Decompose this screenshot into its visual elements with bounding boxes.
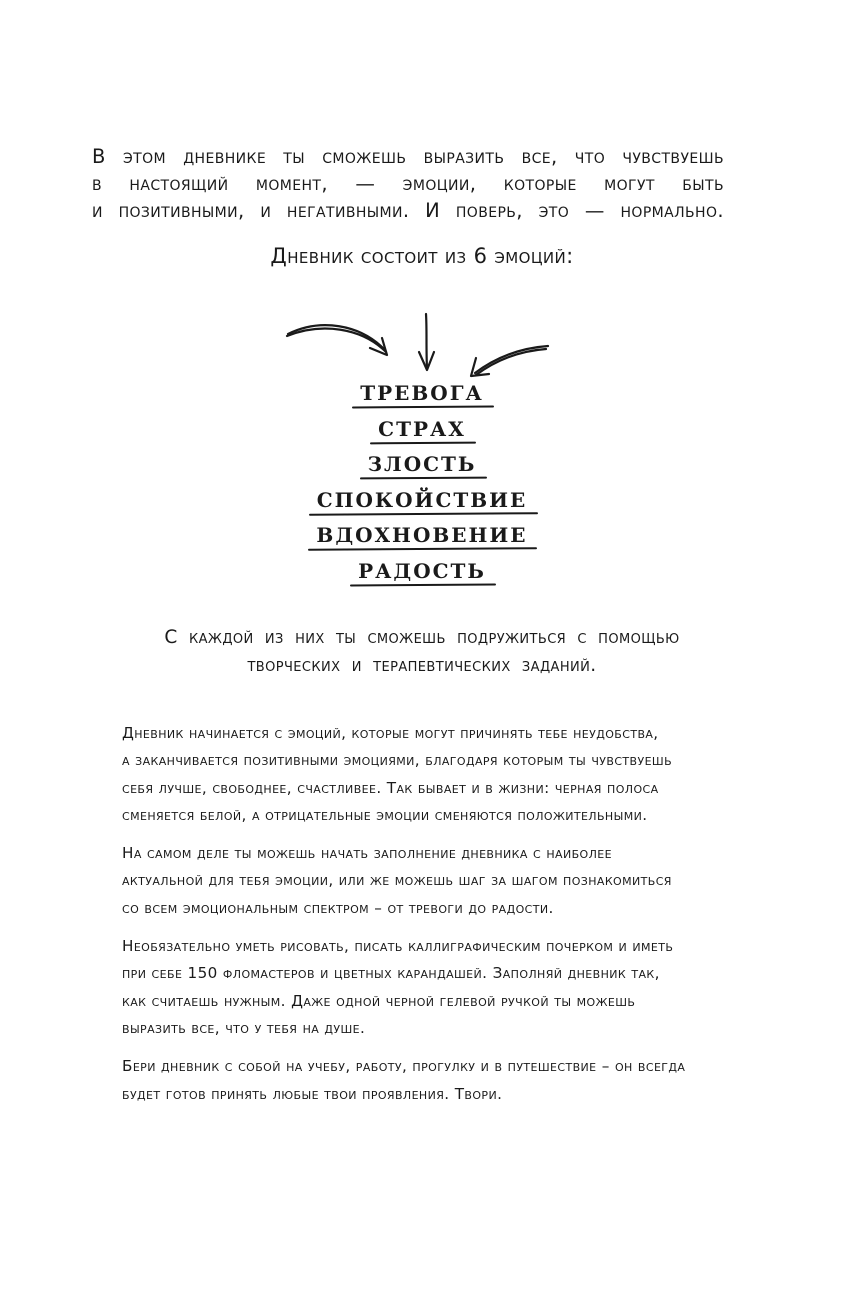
- body-line: как считаешь нужным. Даже одной черной гелевой ручкой ты можешь: [122, 991, 636, 1010]
- body-line: На самом деле ты можешь начать заполнение дневника с наиболее: [122, 844, 612, 863]
- befriend-note: [0, 624, 844, 680]
- body-line: Необязательно уметь рисовать, писать каллиграфическим почерком и иметь: [122, 937, 674, 956]
- body-paragraph: [122, 933, 702, 1042]
- emotion-item: [272, 449, 572, 485]
- emotions-heading: Дневник состоит из 6 эмоций:: [270, 244, 574, 268]
- body-text: [122, 720, 702, 1119]
- emotion-label: СПОКОЙСТВИЕ: [311, 485, 534, 515]
- emotion-item: [272, 485, 572, 521]
- body-line: Бери дневник с собой на учебу, работу, прогулку и в путешествие – он всегда: [122, 1057, 686, 1076]
- emotion-label: ТРЕВОГА: [354, 378, 490, 408]
- body-line: а заканчивается позитивными эмоциями, благодаря которым ты чувствуешь: [122, 751, 673, 770]
- body-line: выразить все, что у тебя на душе.: [122, 1018, 366, 1037]
- arrow-right-icon: [471, 346, 548, 376]
- emotions-list: [272, 378, 572, 591]
- body-line: сменяется белой, а отрицательные эмоции сменяются положительными.: [122, 805, 648, 824]
- intro-line: в настоящий момент, — эмоции, которые могут быть: [92, 172, 724, 195]
- body-line: со всем эмоциональным спектром – от тревоги до радости.: [122, 898, 554, 917]
- emotion-label: СТРАХ: [372, 414, 472, 444]
- body-line: себя лучше, свободнее, счастливее. Так бывает и в жизни: черная полоса: [122, 778, 659, 797]
- emotion-item: [272, 378, 572, 414]
- emotion-label: РАДОСТЬ: [352, 556, 492, 586]
- body-line: актуальной для тебя эмоции, или же можешь шаг за шагом познакомиться: [122, 871, 672, 890]
- intro-line: и позитивными, и негативными. И поверь, это — нормально.: [92, 199, 724, 222]
- emotion-item: [272, 414, 572, 450]
- body-paragraph: [122, 840, 702, 922]
- emotion-label: ВДОХНОВЕНИЕ: [310, 520, 533, 550]
- body-paragraph: [122, 1053, 702, 1108]
- hand-drawn-arrows: [270, 300, 570, 390]
- body-paragraph: [122, 720, 702, 829]
- emotion-item: [272, 556, 572, 592]
- intro-line: В этом дневнике ты сможешь выразить все, что чувствуешь: [92, 145, 724, 168]
- arrow-down-icon: [419, 314, 434, 370]
- befriend-line: С каждой из них ты сможешь подружиться с помощью: [164, 627, 680, 648]
- body-line: при себе 150 фломастеров и цветных карандашей. Заполняй дневник так,: [122, 964, 660, 983]
- body-line: Дневник начинается с эмоций, которые могут причинять тебе неудобства,: [122, 724, 659, 742]
- intro-paragraph: [92, 143, 724, 224]
- emotion-label: ЗЛОСТЬ: [362, 449, 483, 479]
- befriend-line: творческих и терапевтических заданий.: [247, 655, 597, 676]
- arrow-left-icon: [287, 325, 387, 355]
- body-line: будет готов принять любые твои проявления. Твори.: [122, 1084, 503, 1103]
- emotion-item: [272, 520, 572, 556]
